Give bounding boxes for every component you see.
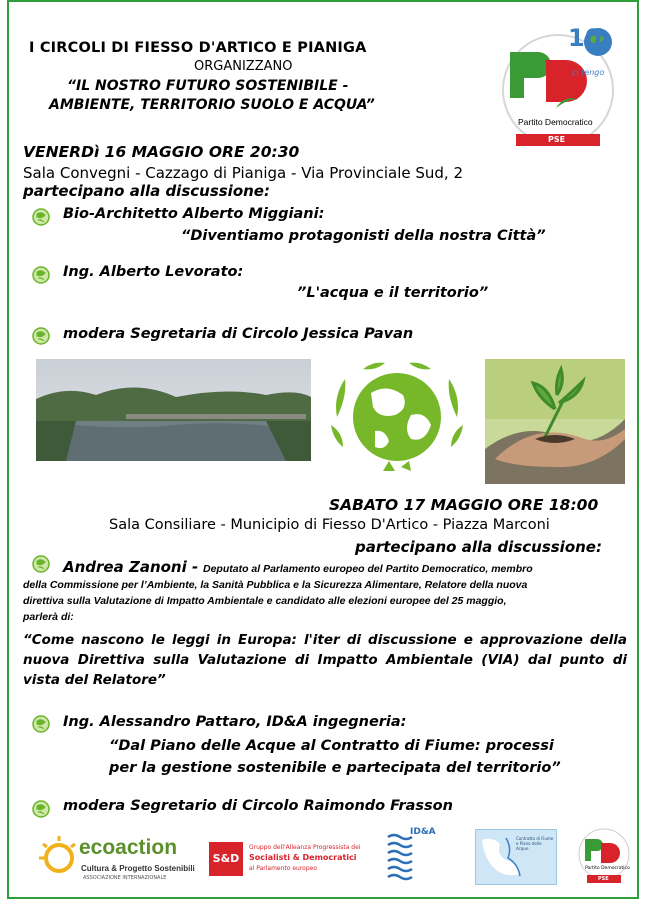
event2-speaker1-name: Andrea Zanoni - — [63, 558, 199, 576]
hands-plant-photo — [485, 359, 625, 484]
event2-speaker1-desc4: parlerà di: — [23, 611, 74, 623]
ida-waves-icon — [386, 831, 414, 881]
event2-moderator: modera Segretario di Circolo Raimondo Frasson — [63, 798, 453, 814]
sd-line3: al Parlamento europeo — [249, 865, 318, 872]
event2-venue: Sala Consiliare - Municipio di Fiesso D'Artico - Piazza Marconi — [109, 517, 550, 533]
event1-moderator: modera Segretaria di Circolo Jessica Pavan — [63, 326, 414, 342]
pd-logo — [494, 20, 622, 148]
globe-bullet-icon — [31, 265, 51, 285]
event-title-line1: “IL NOSTRO FUTURO SOSTENIBILE - — [67, 78, 349, 94]
ecoaction-sub2: ASSOCIAZIONE INTERNAZIONALE — [83, 875, 167, 881]
sd-line2: Socialisti & Democratici — [249, 853, 357, 862]
event2-speaker1-desc2: della Commissione per l’Ambiente, la Sanità Pubblica e la Sicurezza Alimentare, Relatore della nuova — [23, 579, 528, 591]
ecoaction-sun-icon — [39, 834, 79, 884]
globe-bullet-icon — [31, 799, 51, 819]
header-title: I CIRCOLI DI FIESSO D'ARTICO E PIANIGA — [29, 40, 367, 56]
event2-participants-label: partecipano alla discussione: — [355, 538, 602, 556]
event2-speaker2-talk-line1: “Dal Piano delle Acque al Contratto di Fiume: processi — [109, 738, 554, 754]
event2-speaker1-desc3: direttiva sulla Valutazione di Impatto Ambientale e candidato alle elezioni europee del 25 maggio, — [23, 595, 507, 607]
ida-name: ID&A — [410, 827, 436, 837]
event-title-line2: AMBIENTE, TERRITORIO SUOLO E ACQUA” — [49, 97, 375, 113]
pd-footer-pse: PSE — [598, 876, 609, 882]
event2-date: SABATO 17 MAGGIO ORE 18:00 — [329, 496, 599, 514]
event1-participants-label: partecipano alla discussione: — [23, 182, 270, 200]
header-subtitle: ORGANIZZANO — [194, 59, 293, 74]
event1-speaker1-name: Bio-Architetto Alberto Miggiani: — [63, 206, 325, 222]
ecoaction-logo — [39, 832, 195, 888]
pd-logo-number: 10 — [568, 24, 602, 52]
poster — [7, 0, 639, 899]
green-globe-image — [323, 355, 471, 477]
event2-speaker1-line — [63, 558, 533, 576]
globe-bullet-icon — [31, 554, 51, 574]
ecoaction-sub: Cultura & Progetto Sostenibili — [81, 864, 195, 873]
ecoaction-name: ecoaction — [79, 836, 178, 859]
ida-logo — [386, 827, 446, 885]
event1-speaker2-name: Ing. Alberto Levorato: — [63, 264, 244, 280]
event2-speaker2-talk-line2: per la gestione sostenibile e partecipata del territorio” — [109, 760, 561, 776]
map-text: Contratto di Fiume e Piano delle Acque — [516, 836, 554, 851]
event1-speaker2-talk: ”L'acqua e il territorio” — [297, 285, 489, 301]
pd-logo-graphic — [494, 20, 622, 148]
event2-speaker1-desc1: Deputato al Parlamento europeo del Partito Democratico, membro — [202, 563, 533, 575]
event1-speaker1-talk: “Diventiamo protagonisti della nostra Città” — [181, 228, 546, 244]
pd-logo-name: Partito Democratico — [518, 117, 593, 127]
sd-badge: S&D — [209, 842, 243, 876]
pd-logo-tagline: ci tengo — [572, 68, 605, 77]
pd-footer-name: Partito Democratico — [585, 866, 630, 871]
globe-bullet-icon — [31, 326, 51, 346]
sd-line1: Gruppo dell'Alleanza Progressista dei — [249, 844, 361, 851]
event2-speaker2-talk — [109, 735, 561, 779]
globe-bullet-icon — [31, 207, 51, 227]
pd-logo-pse: PSE — [548, 135, 566, 144]
globe-bullet-icon — [31, 714, 51, 734]
event2-speaker2-name: Ing. Alessandro Pattaro, ID&A ingegneria: — [63, 714, 407, 730]
event2-speaker1-talk: “Come nascono le leggi in Europa: l'iter di discussione e approvazione della nuova Direttiva sulla Valutazione di Impatto Ambientale (VIA) dal punto di vista del Relatore” — [23, 632, 627, 688]
pd-footer-logo — [577, 827, 631, 885]
map-logo — [475, 829, 557, 885]
event1-date: VENERDì 16 MAGGIO ORE 20:30 — [23, 143, 300, 161]
river-photo — [36, 359, 311, 461]
sd-logo — [209, 842, 359, 882]
event1-venue: Sala Convegni - Cazzago di Pianiga - Via Provinciale Sud, 2 — [23, 164, 463, 182]
